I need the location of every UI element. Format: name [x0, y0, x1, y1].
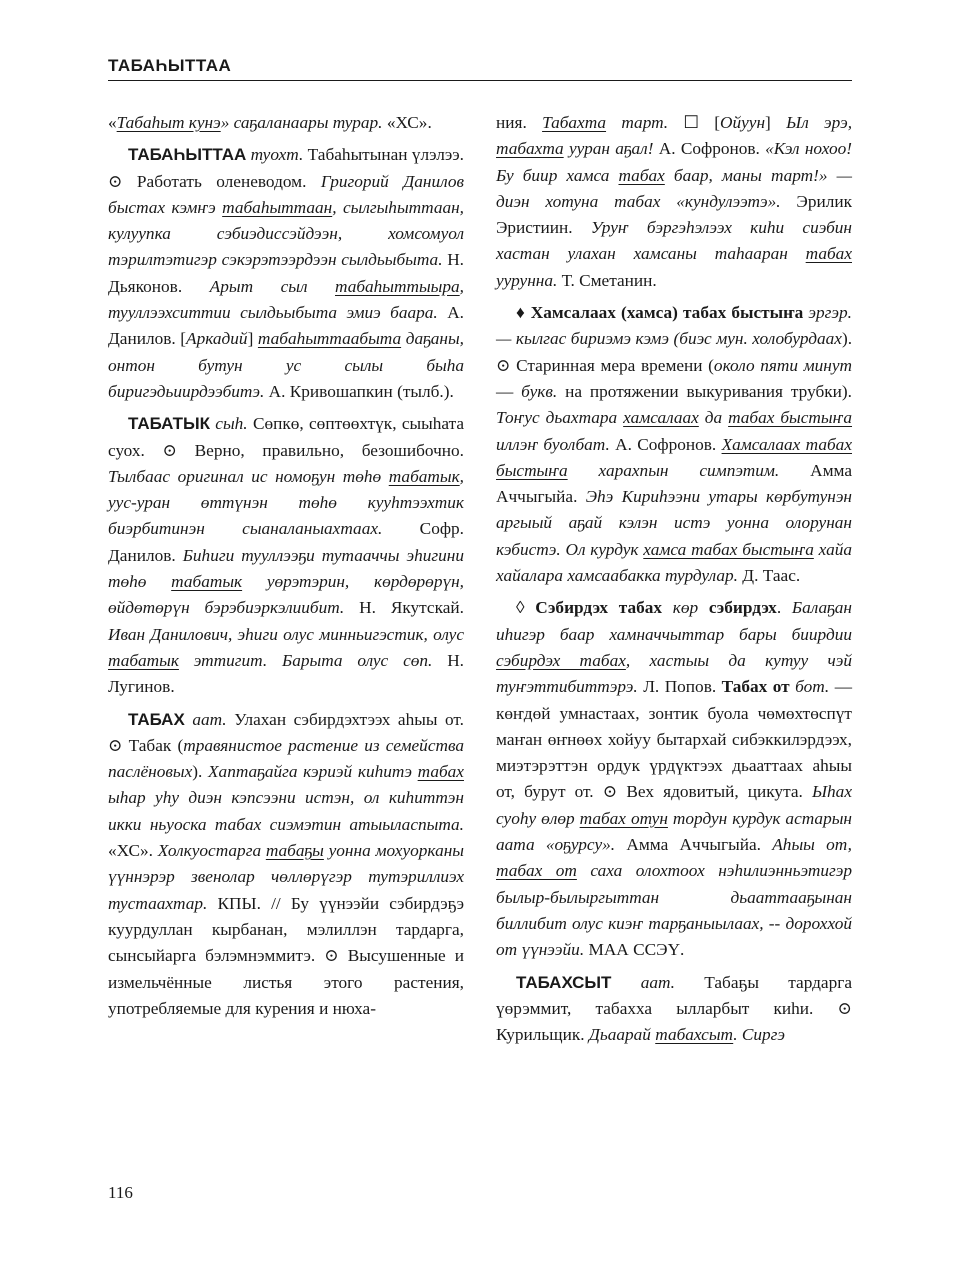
text: ]	[765, 113, 787, 132]
idiom-hamsalaah	[496, 300, 852, 589]
source-ref: Н. Дьяконов.	[108, 250, 464, 296]
headword: ТАБАХСЫТ	[516, 972, 612, 992]
example-text: да	[698, 408, 729, 428]
definition-gloss: травянистое растение из семейства паслёновых	[108, 735, 464, 782]
underlined-example: хамсалаах	[623, 408, 699, 428]
example-text: Аркадий	[186, 329, 248, 349]
header-rule	[108, 80, 852, 81]
definition-gloss: биэс мун. холобурдаах	[679, 329, 842, 349]
headword: ТАБАТЫК	[128, 414, 210, 434]
underlined-example: табаһыттаабыта	[257, 329, 402, 349]
underlined-example: табах	[417, 762, 464, 782]
text: ]	[247, 329, 258, 349]
example-text: уөрэтэрин, көрдөрөрүн, өйдөтөрүн бэрэбиэркэлиибит.	[108, 572, 464, 618]
example-text: тордун курдук астарын аата «оҕурсу».	[496, 808, 852, 855]
underlined-example: табах от	[496, 861, 577, 881]
example-text: Григорий Данилов быстах кэмҥэ	[108, 171, 465, 217]
idiom-headword: ♦ Хамсалаах (хамса) табах быстыҥа	[516, 303, 804, 323]
headword: ТАБАХ	[128, 709, 185, 729]
source-ref: Д. Таас.	[737, 566, 801, 586]
text: —	[496, 381, 522, 401]
idiom-sebirdeh-tabah	[496, 595, 852, 963]
text: ния.	[496, 113, 543, 132]
part-of-speech: аат.	[611, 972, 675, 992]
entry-tabahyttaa	[108, 142, 464, 405]
underlined-example: табахсыт	[655, 1025, 734, 1045]
underlined-example: табатык	[388, 466, 460, 486]
underlined-example: табах быстыҥа	[728, 408, 853, 428]
underlined-example: табах	[618, 165, 665, 185]
example-text: эттигит. Барыта олус сөп.	[178, 650, 433, 670]
example-text: Ыһах суоһу өлөр	[496, 782, 852, 828]
example-text: . Сиргэ	[733, 1025, 786, 1045]
part-of-speech: аат.	[184, 709, 227, 729]
example-text: даҕаны, онтон бутун ус сылы быһа биригэдьиирдээбитэ.	[108, 329, 464, 401]
entry-tabah	[108, 707, 464, 1023]
definition: Табаһытынан үлэлээ. ⊙ Работать оленеводом.	[108, 145, 464, 191]
entry-continuation	[108, 110, 464, 136]
example-text: , сылгыһыттаан, кулуупка сэбиэдиссэйдээн, хомсомуол тэрилтэтигэр сэкэрэтээрдээн сылдьыбыта.	[108, 197, 464, 270]
example-text: ууран аҕал!	[563, 139, 654, 159]
part-of-speech: туохт.	[246, 145, 304, 165]
example-text: » саҕаланаары турар.	[220, 113, 383, 132]
entry-continuation	[496, 110, 852, 294]
example-text: Эһэ Кириһээни утары көрбутунэн аргыый аҕай кэлэн истэ уонна олорунан кэбистэ. Ол курдук	[496, 487, 853, 559]
example-text: Арыт сыл	[209, 276, 335, 296]
source-ref: Н. Якутскай.	[344, 598, 464, 618]
example-text: Аһыы от,	[772, 835, 852, 855]
underlined-example: Табаһыт кунэ	[116, 113, 221, 132]
example-text: саха олохтоох нэһилиэнньэтигэр былыр-былыргыттан дьааттааҕынан биллибит олус киэҥ тарҕаныылаах, -- дороххой от үүнээйи.	[496, 861, 852, 960]
text: ).	[192, 762, 208, 782]
source-ref: «ХС».	[382, 113, 432, 132]
example-text: «Кэл нохоо! Бу биир хамса	[496, 139, 852, 185]
source-ref: А. Данилов. [	[108, 303, 464, 349]
example-text: Иван Данилович, эһиги олус минньигэстик, олус	[108, 624, 464, 644]
source-ref: Амма Аччыгыйа.	[615, 835, 773, 855]
source-ref: А. Софронов.	[609, 434, 722, 454]
left-column	[108, 110, 464, 1028]
example-text: Ыл эрэ,	[786, 113, 853, 132]
source-ref: Т. Сметанин.	[557, 270, 657, 290]
definition: Сөпкө, сөптөөхтүк, сыыһата суох. ⊙ Верно, правильно, безошибочно.	[108, 414, 465, 460]
cross-ref-label: көр	[662, 598, 709, 618]
example-text: ыһар уһу диэн кэпсээни истэн, ол киһиттэн икки ньуоска табах сиэмэтин атыыласпыта.	[108, 788, 464, 834]
definition: эргэр. — кылгас бириэмэ кэмэ (	[496, 303, 853, 349]
example-text: Холкуостарга	[157, 841, 266, 861]
underlined-example: табатык	[171, 572, 243, 592]
example-text: , уус-уран өттүнэн төһө кууһтээхтик биэрбитинэн сыаналаныахтаах.	[108, 466, 464, 539]
example-text: Ойуун	[720, 113, 766, 132]
underlined-example: Табахта	[542, 113, 607, 132]
underlined-example: табах отун	[579, 808, 668, 828]
idiom-headword: ◊ Сэбирдэх табах	[516, 598, 663, 618]
source-ref: Софр. Данилов.	[108, 519, 464, 565]
text: ☐ [	[668, 113, 720, 132]
underlined-example: Хамсалаах табах быстыҥа	[496, 434, 852, 480]
underlined-example: табаһыттыыра	[335, 276, 460, 296]
example-text: уонна мохуорканы үүннэрэр звенолар чөллөрүгэр тутэриллиэх тустаахтар.	[108, 841, 464, 913]
example-text: Тоҥус дьахтара	[496, 408, 624, 428]
example-text: Тылбаас оригинал ис номоҕун төһө	[108, 466, 389, 486]
source-ref: «ХС».	[108, 841, 158, 861]
page-header	[108, 56, 852, 81]
entry-tabatyk	[108, 411, 464, 700]
example-text: Хаптаҕайга кэриэй киһитэ	[208, 762, 418, 782]
underlined-example: табаһыттаан	[222, 197, 333, 217]
headword: ТАБАҺЫТТАА	[128, 145, 247, 165]
part-of-speech: сыһ.	[210, 414, 248, 434]
idiom-headword: Табах от	[721, 677, 790, 697]
underlined-example: табах	[805, 244, 852, 264]
source-ref: А. Кривошапкин (тылб.).	[264, 381, 454, 401]
underlined-example: табаҕы	[265, 841, 324, 861]
source-ref: Л. Попов.	[637, 677, 722, 697]
text: «	[108, 113, 117, 132]
part-of-speech: бот.	[789, 677, 830, 697]
example-text: Дьаарай	[588, 1025, 656, 1045]
example-text: Биһиги тууллээҕи тутааччы эһигини төһө	[108, 545, 464, 592]
example-text: харахпын симпэтим.	[567, 460, 780, 480]
source-ref: Н. Лугинов.	[108, 650, 465, 697]
example-text: , тууллээхситтии сылдьыбыта эмиэ баара.	[108, 276, 464, 323]
definition-gloss: около пяти минут	[713, 355, 852, 375]
underlined-example: табатык	[108, 650, 179, 670]
page-number: 116	[108, 1183, 133, 1202]
example-text: Балаҕан иһигэр баар хамначчыттар бары биирдии	[496, 598, 852, 644]
source-ref: Амма Аччыгыйа.	[496, 460, 852, 507]
text: .	[776, 598, 792, 618]
underlined-example: табахта	[496, 139, 564, 159]
definition: Улахан сэбирдэхтээх аһыы от. ⊙ Табак (	[108, 709, 464, 755]
example-text: баар, маны тарт!» — диэн хотуна табах «кундулээтэ».	[496, 165, 853, 211]
example-text: иллэҥ буолбат.	[496, 434, 610, 454]
example-text: Уруҥ бэргэһэлээх киһи сиэбин хастан улахан хамсаны таһааран	[496, 218, 853, 264]
definition: — көҥдөй умнастаах, зонтик буола чөмөхтөспүт маҥан өҥнөөх хойуу бытархай сибэккилэрдээх, миэтэрэттэн ордук үрдүктээх дьааттаах аһыы от, бурут от. ⊙ Вех ядовитый, цикута.	[496, 677, 852, 802]
example-text: уурунна.	[496, 270, 558, 290]
cross-ref-word: сэбирдэх	[708, 598, 777, 618]
definition: ). ⊙ Старинная мера времени (	[496, 329, 853, 375]
definition: Табаҕы тардарга үөрэммит, табахха ылларбыт киһи. ⊙ Курильщик.	[496, 972, 852, 1045]
underlined-example: сэбирдэх табах	[496, 650, 626, 670]
definition-gloss: букв.	[521, 381, 558, 401]
running-head: ТАБАҺЫТТАА	[108, 56, 232, 75]
entry-tabahsyt	[496, 970, 852, 1049]
source-ref: Эрилик Эристиин.	[496, 191, 852, 238]
source-ref: А. Софронов.	[653, 139, 766, 159]
underlined-example: хамса табах быстыҥа	[643, 539, 814, 559]
right-column	[496, 110, 852, 1054]
example-text: хайа хайалара хамсаабакка турдулар.	[496, 539, 853, 586]
definition: на протяжении выкуривания трубки).	[557, 381, 852, 401]
source-ref: МАА ССЭҮ.	[584, 940, 685, 960]
example-text: , хастыы да кутуу чэй туҥэттибиттэрэ.	[496, 650, 853, 697]
definition: КПЫ. // Бу үүнээйи сэбирдэҕэ куурдуллан кырбанан, мэлиллэн тардарга, сынсыйарга бэлэмнэммитэ. ⊙ Высушенные и измельчённые листья этого растения, употребляемые для курения и нюха-	[108, 893, 464, 1018]
example-text: тарт.	[606, 113, 669, 132]
